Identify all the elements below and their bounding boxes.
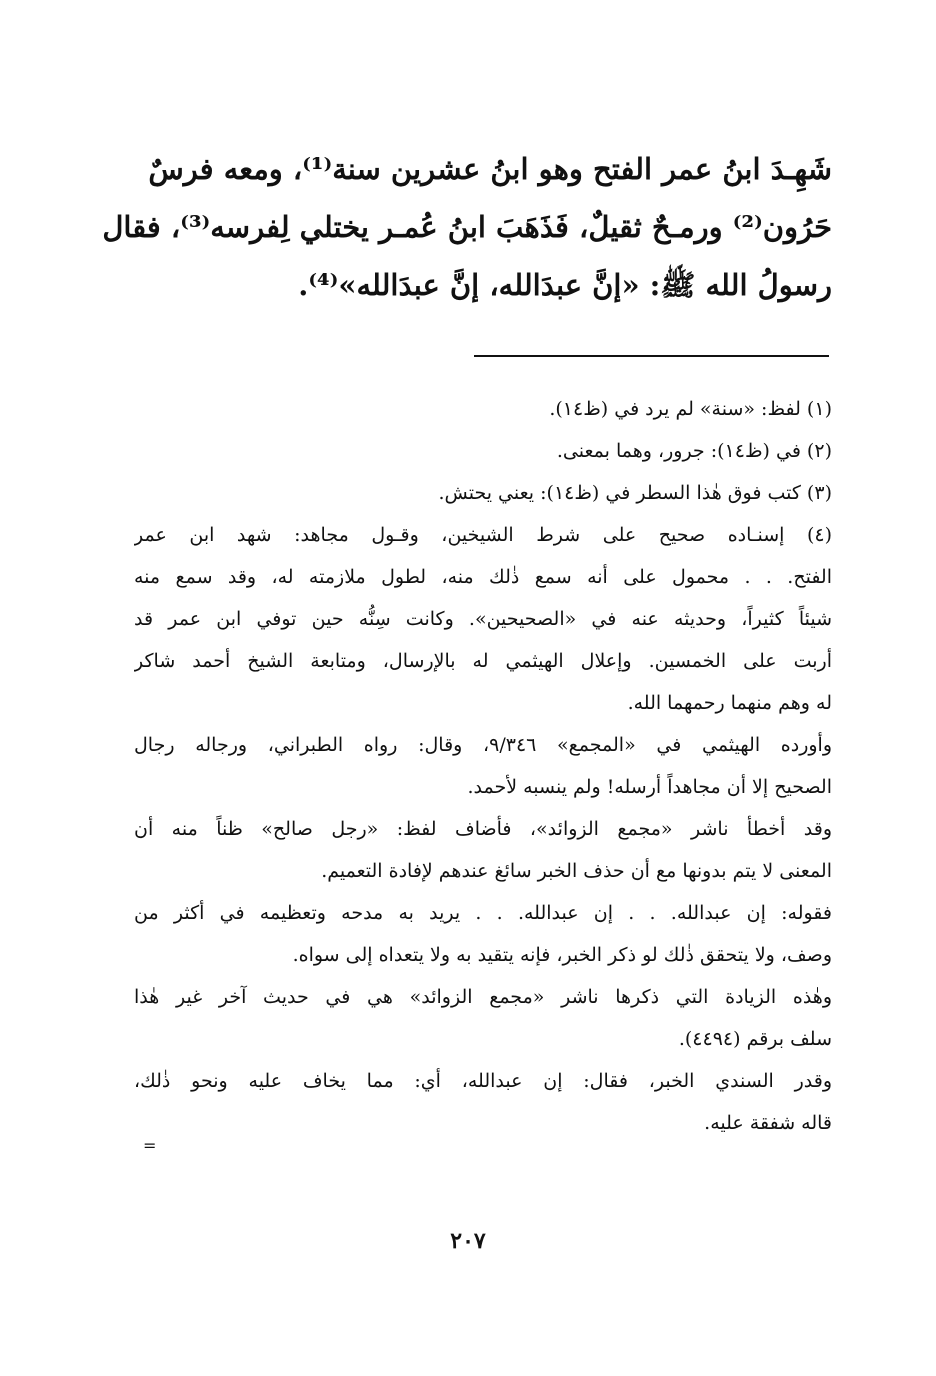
continuation-mark: = <box>143 1136 157 1155</box>
footnote-4-line: الفتح. . . محمول على أنه سمع ذٰلك منه، لطول ملازمته له، وقد سمع منه <box>134 566 832 588</box>
footnote-4-line: له وهم منهما رحمهما الله. <box>627 692 832 714</box>
commentary-line: سلف برقم (٤٤٩٤). <box>678 1028 832 1050</box>
page-number: ٢٠٧ <box>450 1228 486 1254</box>
main-text-line: شَهِـدَ ابنُ عمر الفتح وهو ابنُ عشرين سنة⁽¹⁾، ومعه فرسٌ <box>148 152 832 186</box>
main-text-line: حَرُون⁽²⁾ ورمـحٌ ثقيلٌ، فَذَهَبَ ابنُ عُمـر يختلي لِفرسه⁽³⁾، فقال <box>102 210 832 244</box>
footnote-4-line: شيئاً كثيراً، وحديثه عنه في «الصحيحين». وكانت سِنُّه حين توفي ابن عمر قد <box>134 608 832 630</box>
commentary-line: وقدر السندي الخبر، فقال: إن عبدالله، أي: مما يخاف عليه ونحو ذٰلك، <box>134 1070 832 1092</box>
commentary-line: وقد أخطأ ناشر «مجمع الزوائد»، فأضاف لفظ: «رجل صالح» ظناً منه أن <box>134 818 832 840</box>
commentary-line: فقوله: إن عبدالله. . . إن عبدالله. . . يريد به مدحه وتعظيمه في أكثر من <box>134 902 832 924</box>
commentary-line: وصف، ولا يتحقق ذٰلك لو ذكر الخبر، فإنه يتقيد به ولا يتعداه إلى سواه. <box>292 944 832 966</box>
commentary-line: قاله شفقة عليه. <box>704 1112 832 1134</box>
commentary-line: وأورده الهيثمي في «المجمع» ٩/٣٤٦، وقال: رواه الطبراني، ورجاله رجال <box>134 734 832 756</box>
main-text-line: رسولُ الله ﷺ: «إنَّ عبدَالله، إنَّ عبدَالله»⁽⁴⁾. <box>298 268 832 302</box>
footnote-2: (٢) في (ظ١٤): جرور، وهما بمعنى. <box>556 440 832 462</box>
footnote-separator <box>474 355 829 357</box>
footnote-4-line: أربت على الخمسين. وإعلال الهيثمي له بالإرسال، ومتابعة الشيخ أحمد شاكر <box>134 650 832 672</box>
footnote-3: (٣) كتب فوق هٰذا السطر في (ظ١٤): يعني يحتش. <box>438 482 832 504</box>
commentary-line: المعنى لا يتم بدونها مع أن حذف الخبر سائغ عندهم لإفادة التعميم. <box>321 860 832 882</box>
commentary-line: الصحيح إلا أن مجاهداً أرسله! ولم ينسبه لأحمد. <box>467 776 832 798</box>
footnote-1: (١) لفظ: «سنة» لم يرد في (ظ١٤). <box>549 398 832 420</box>
commentary-line: وهٰذه الزيادة التي ذكرها ناشر «مجمع الزوائد» هي في حديث آخر غير هٰذا <box>134 986 832 1008</box>
footnote-4-line: (٤) إسنـاده صحيح على شرط الشيخين، وقـول مجاهد: شهد ابن عمر <box>134 524 832 546</box>
footnotes <box>134 388 832 1144</box>
main-hadith-text <box>102 140 832 314</box>
